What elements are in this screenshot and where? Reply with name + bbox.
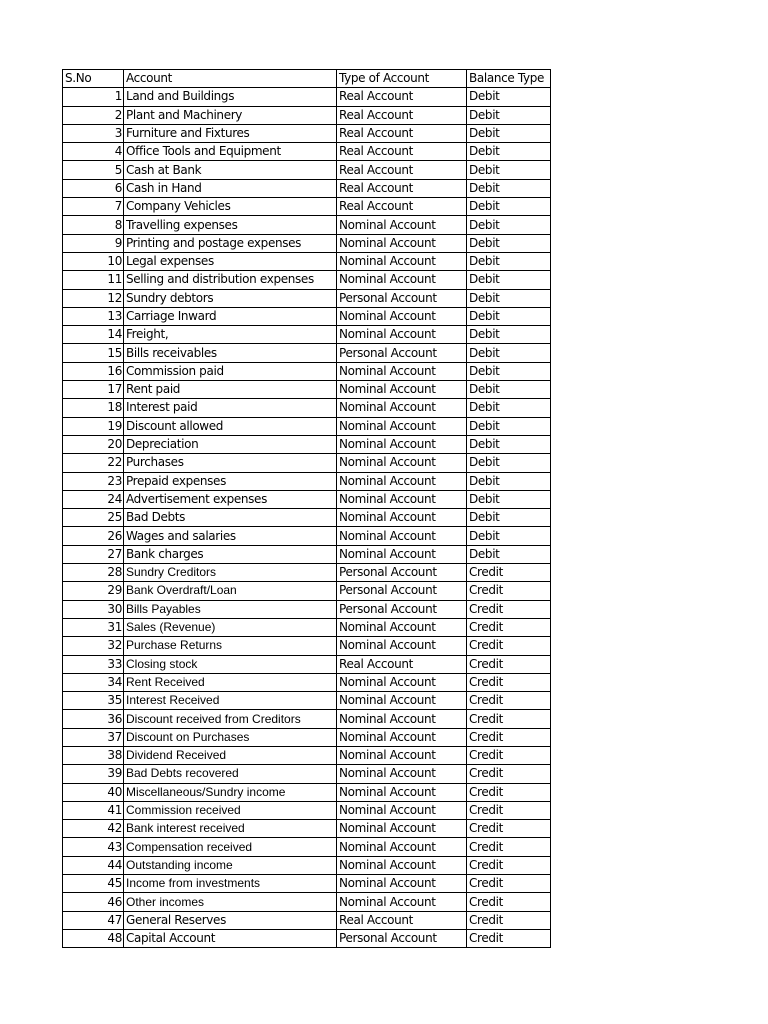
- row-account: Dividend Received: [124, 746, 337, 764]
- row-account: Income from investments: [124, 875, 337, 893]
- table-row: [63, 454, 551, 472]
- row-balance: Debit: [467, 527, 551, 545]
- header-type: Type of Account: [337, 70, 467, 88]
- row-sno: 4: [63, 143, 124, 161]
- row-balance: Credit: [467, 746, 551, 764]
- row-balance: Debit: [467, 106, 551, 124]
- table-row: [63, 344, 551, 362]
- row-type: Nominal Account: [337, 856, 467, 874]
- row-balance: Debit: [467, 344, 551, 362]
- row-balance: Debit: [467, 326, 551, 344]
- row-account: Closing stock: [124, 655, 337, 673]
- table-row: [63, 765, 551, 783]
- header-balance: Balance Type: [467, 70, 551, 88]
- row-balance: Credit: [467, 564, 551, 582]
- row-account: Bank charges: [124, 545, 337, 563]
- row-balance: Credit: [467, 929, 551, 947]
- table-row: [63, 198, 551, 216]
- table-row: [63, 326, 551, 344]
- row-type: Nominal Account: [337, 875, 467, 893]
- row-account: Discount on Purchases: [124, 728, 337, 746]
- row-type: Real Account: [337, 143, 467, 161]
- row-sno: 43: [63, 838, 124, 856]
- row-type: Personal Account: [337, 344, 467, 362]
- row-type: Nominal Account: [337, 838, 467, 856]
- row-type: Personal Account: [337, 289, 467, 307]
- row-sno: 29: [63, 582, 124, 600]
- row-type: Personal Account: [337, 582, 467, 600]
- row-sno: 8: [63, 216, 124, 234]
- header-account: Account: [124, 70, 337, 88]
- row-balance: Credit: [467, 728, 551, 746]
- table-row: [63, 820, 551, 838]
- table-row: [63, 509, 551, 527]
- table-row: [63, 801, 551, 819]
- row-sno: 9: [63, 234, 124, 252]
- row-sno: 31: [63, 618, 124, 636]
- row-account: Capital Account: [124, 929, 337, 947]
- row-account: Sundry Creditors: [124, 564, 337, 582]
- row-sno: 44: [63, 856, 124, 874]
- row-type: Real Account: [337, 88, 467, 106]
- row-sno: 13: [63, 307, 124, 325]
- table-row: [63, 673, 551, 691]
- row-account: Interest Received: [124, 692, 337, 710]
- row-account: Miscellaneous/Sundry income: [124, 783, 337, 801]
- row-balance: Credit: [467, 838, 551, 856]
- row-type: Nominal Account: [337, 637, 467, 655]
- row-account: Bad Debts recovered: [124, 765, 337, 783]
- table-row: [63, 600, 551, 618]
- row-balance: Credit: [467, 692, 551, 710]
- row-account: Purchase Returns: [124, 637, 337, 655]
- row-balance: Credit: [467, 801, 551, 819]
- row-account: Rent Received: [124, 673, 337, 691]
- table-row: [63, 564, 551, 582]
- row-type: Nominal Account: [337, 692, 467, 710]
- row-account: Cash at Bank: [124, 161, 337, 179]
- row-type: Real Account: [337, 161, 467, 179]
- row-account: Commission paid: [124, 362, 337, 380]
- table-row: [63, 417, 551, 435]
- row-balance: Debit: [467, 399, 551, 417]
- table-row: [63, 582, 551, 600]
- row-account: Commission received: [124, 801, 337, 819]
- row-account: Furniture and Fixtures: [124, 124, 337, 142]
- row-type: Nominal Account: [337, 746, 467, 764]
- row-sno: 3: [63, 124, 124, 142]
- table-row: [63, 271, 551, 289]
- row-account: Outstanding income: [124, 856, 337, 874]
- row-type: Real Account: [337, 655, 467, 673]
- row-balance: Debit: [467, 417, 551, 435]
- table-row: [63, 252, 551, 270]
- row-balance: Debit: [467, 435, 551, 453]
- table-row: [63, 783, 551, 801]
- row-type: Personal Account: [337, 929, 467, 947]
- row-balance: Credit: [467, 637, 551, 655]
- row-type: Real Account: [337, 179, 467, 197]
- row-type: Nominal Account: [337, 216, 467, 234]
- table-row: [63, 527, 551, 545]
- row-account: Land and Buildings: [124, 88, 337, 106]
- row-type: Nominal Account: [337, 783, 467, 801]
- table-row: [63, 929, 551, 947]
- row-balance: Credit: [467, 710, 551, 728]
- table-body: [63, 88, 551, 948]
- row-sno: 38: [63, 746, 124, 764]
- row-balance: Credit: [467, 893, 551, 911]
- row-balance: Debit: [467, 472, 551, 490]
- row-account: Prepaid expenses: [124, 472, 337, 490]
- row-account: Bank interest received: [124, 820, 337, 838]
- row-type: Nominal Account: [337, 252, 467, 270]
- row-type: Personal Account: [337, 564, 467, 582]
- row-sno: 14: [63, 326, 124, 344]
- row-type: Nominal Account: [337, 381, 467, 399]
- row-sno: 48: [63, 929, 124, 947]
- row-sno: 46: [63, 893, 124, 911]
- table-row: [63, 545, 551, 563]
- row-type: Nominal Account: [337, 271, 467, 289]
- row-account: Discount allowed: [124, 417, 337, 435]
- table-row: [63, 307, 551, 325]
- row-account: Company Vehicles: [124, 198, 337, 216]
- row-account: Legal expenses: [124, 252, 337, 270]
- row-balance: Debit: [467, 143, 551, 161]
- row-type: Nominal Account: [337, 490, 467, 508]
- table-row: [63, 179, 551, 197]
- row-type: Nominal Account: [337, 454, 467, 472]
- row-account: Depreciation: [124, 435, 337, 453]
- row-balance: Debit: [467, 289, 551, 307]
- table-row: [63, 856, 551, 874]
- row-sno: 47: [63, 911, 124, 929]
- row-sno: 41: [63, 801, 124, 819]
- row-sno: 39: [63, 765, 124, 783]
- table-row: [63, 893, 551, 911]
- header-sno: S.No: [63, 70, 124, 88]
- row-account: Travelling expenses: [124, 216, 337, 234]
- row-balance: Credit: [467, 618, 551, 636]
- table-row: [63, 234, 551, 252]
- row-balance: Debit: [467, 124, 551, 142]
- row-balance: Debit: [467, 161, 551, 179]
- row-account: Bills receivables: [124, 344, 337, 362]
- row-balance: Credit: [467, 673, 551, 691]
- row-sno: 5: [63, 161, 124, 179]
- row-balance: Debit: [467, 490, 551, 508]
- table-row: [63, 710, 551, 728]
- row-balance: Debit: [467, 362, 551, 380]
- row-account: Carriage Inward: [124, 307, 337, 325]
- row-balance: Debit: [467, 179, 551, 197]
- row-type: Nominal Account: [337, 472, 467, 490]
- row-sno: 37: [63, 728, 124, 746]
- row-balance: Debit: [467, 509, 551, 527]
- row-sno: 12: [63, 289, 124, 307]
- row-account: Selling and distribution expenses: [124, 271, 337, 289]
- row-balance: Debit: [467, 88, 551, 106]
- table-row: [63, 216, 551, 234]
- row-sno: 34: [63, 673, 124, 691]
- row-type: Personal Account: [337, 600, 467, 618]
- row-type: Nominal Account: [337, 618, 467, 636]
- row-type: Nominal Account: [337, 435, 467, 453]
- row-account: Bank Overdraft/Loan: [124, 582, 337, 600]
- row-account: Office Tools and Equipment: [124, 143, 337, 161]
- row-sno: 30: [63, 600, 124, 618]
- row-account: Freight,: [124, 326, 337, 344]
- row-sno: 20: [63, 435, 124, 453]
- row-account: Interest paid: [124, 399, 337, 417]
- accounts-table: [62, 69, 551, 948]
- row-account: Sales (Revenue): [124, 618, 337, 636]
- table-row: [63, 838, 551, 856]
- row-sno: 27: [63, 545, 124, 563]
- table-row: [63, 692, 551, 710]
- table-row: [63, 381, 551, 399]
- row-sno: 18: [63, 399, 124, 417]
- row-type: Real Account: [337, 198, 467, 216]
- table-row: [63, 143, 551, 161]
- row-sno: 26: [63, 527, 124, 545]
- row-type: Nominal Account: [337, 801, 467, 819]
- row-balance: Credit: [467, 911, 551, 929]
- header-row: [63, 70, 551, 88]
- row-sno: 35: [63, 692, 124, 710]
- row-sno: 45: [63, 875, 124, 893]
- table-row: [63, 746, 551, 764]
- row-account: Compensation received: [124, 838, 337, 856]
- table-row: [63, 399, 551, 417]
- table-row: [63, 618, 551, 636]
- row-type: Nominal Account: [337, 417, 467, 435]
- table-row: [63, 911, 551, 929]
- row-balance: Debit: [467, 545, 551, 563]
- row-sno: 28: [63, 564, 124, 582]
- row-sno: 19: [63, 417, 124, 435]
- row-account: Bills Payables: [124, 600, 337, 618]
- table-row: [63, 435, 551, 453]
- row-account: Wages and salaries: [124, 527, 337, 545]
- row-sno: 40: [63, 783, 124, 801]
- row-type: Nominal Account: [337, 710, 467, 728]
- row-type: Nominal Account: [337, 820, 467, 838]
- row-balance: Credit: [467, 875, 551, 893]
- row-account: General Reserves: [124, 911, 337, 929]
- table-row: [63, 106, 551, 124]
- row-type: Nominal Account: [337, 326, 467, 344]
- row-balance: Debit: [467, 307, 551, 325]
- row-sno: 11: [63, 271, 124, 289]
- row-sno: 25: [63, 509, 124, 527]
- row-balance: Debit: [467, 216, 551, 234]
- row-account: Sundry debtors: [124, 289, 337, 307]
- row-balance: Debit: [467, 454, 551, 472]
- row-type: Nominal Account: [337, 893, 467, 911]
- row-account: Plant and Machinery: [124, 106, 337, 124]
- row-account: Advertisement expenses: [124, 490, 337, 508]
- row-sno: 6: [63, 179, 124, 197]
- row-balance: Credit: [467, 655, 551, 673]
- row-account: Purchases: [124, 454, 337, 472]
- row-sno: 33: [63, 655, 124, 673]
- table-row: [63, 161, 551, 179]
- table-row: [63, 875, 551, 893]
- row-balance: Debit: [467, 381, 551, 399]
- row-balance: Debit: [467, 252, 551, 270]
- row-type: Real Account: [337, 124, 467, 142]
- table-row: [63, 289, 551, 307]
- table-row: [63, 124, 551, 142]
- row-sno: 15: [63, 344, 124, 362]
- row-type: Nominal Account: [337, 362, 467, 380]
- row-balance: Debit: [467, 234, 551, 252]
- row-type: Real Account: [337, 911, 467, 929]
- row-type: Nominal Account: [337, 399, 467, 417]
- row-account: Printing and postage expenses: [124, 234, 337, 252]
- table-row: [63, 88, 551, 106]
- row-sno: 36: [63, 710, 124, 728]
- row-balance: Credit: [467, 765, 551, 783]
- row-balance: Credit: [467, 600, 551, 618]
- row-sno: 2: [63, 106, 124, 124]
- row-type: Nominal Account: [337, 509, 467, 527]
- row-account: Other incomes: [124, 893, 337, 911]
- row-account: Cash in Hand: [124, 179, 337, 197]
- row-balance: Debit: [467, 198, 551, 216]
- table-row: [63, 490, 551, 508]
- row-sno: 7: [63, 198, 124, 216]
- row-sno: 16: [63, 362, 124, 380]
- row-sno: 23: [63, 472, 124, 490]
- table-row: [63, 472, 551, 490]
- table-row: [63, 637, 551, 655]
- row-sno: 22: [63, 454, 124, 472]
- row-sno: 10: [63, 252, 124, 270]
- table-row: [63, 655, 551, 673]
- row-sno: 1: [63, 88, 124, 106]
- row-balance: Credit: [467, 783, 551, 801]
- row-sno: 32: [63, 637, 124, 655]
- row-type: Nominal Account: [337, 234, 467, 252]
- row-type: Nominal Account: [337, 545, 467, 563]
- row-type: Nominal Account: [337, 765, 467, 783]
- row-sno: 42: [63, 820, 124, 838]
- table-row: [63, 728, 551, 746]
- row-sno: 17: [63, 381, 124, 399]
- row-type: Nominal Account: [337, 673, 467, 691]
- row-balance: Credit: [467, 856, 551, 874]
- row-account: Rent paid: [124, 381, 337, 399]
- row-balance: Debit: [467, 271, 551, 289]
- row-account: Bad Debts: [124, 509, 337, 527]
- row-sno: 24: [63, 490, 124, 508]
- row-type: Nominal Account: [337, 307, 467, 325]
- row-type: Nominal Account: [337, 527, 467, 545]
- row-type: Nominal Account: [337, 728, 467, 746]
- row-account: Discount received from Creditors: [124, 710, 337, 728]
- row-type: Real Account: [337, 106, 467, 124]
- row-balance: Credit: [467, 820, 551, 838]
- row-balance: Credit: [467, 582, 551, 600]
- table-row: [63, 362, 551, 380]
